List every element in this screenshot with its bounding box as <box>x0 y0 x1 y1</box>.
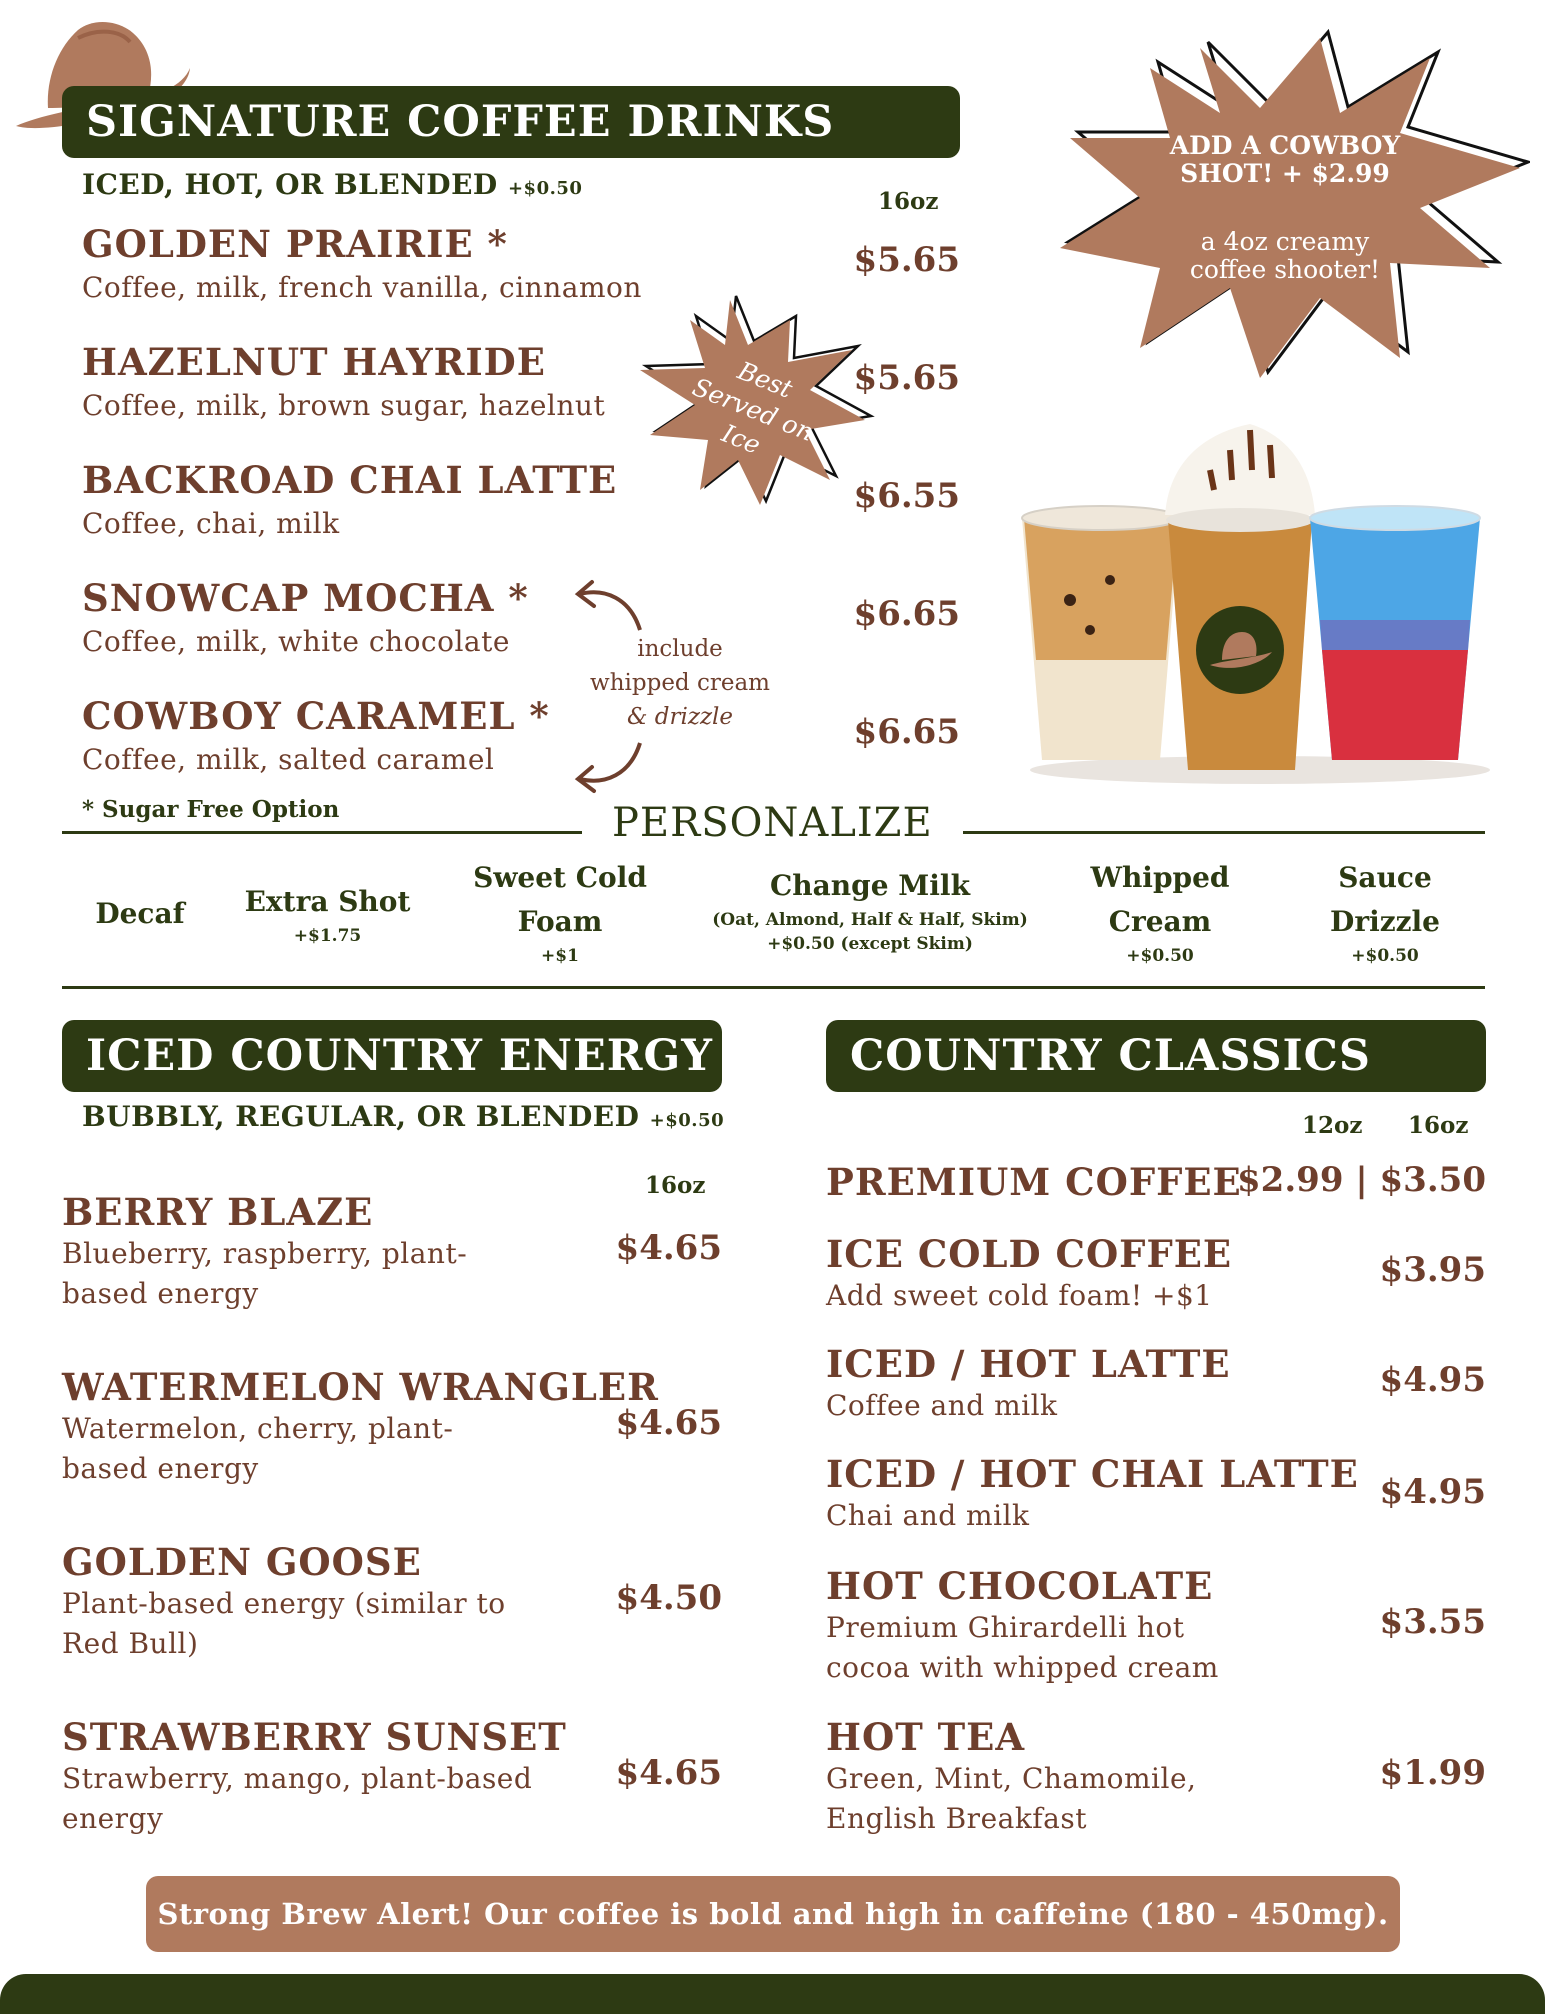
signature-subtitle: ICED, HOT, OR BLENDED <box>82 168 498 201</box>
energy-item-desc: Plant-based energy (similar to Red Bull) <box>62 1587 506 1660</box>
classics-item-name: ICE COLD COFFEE <box>826 1232 1233 1276</box>
personalize-option-price: +$0.50 (except Skim) <box>767 934 973 954</box>
classics-item-name: ICED / HOT CHAI LATTE <box>826 1452 1359 1496</box>
signature-subtitle-row <box>82 168 582 201</box>
signature-item-name: GOLDEN PRAIRIE * <box>82 222 508 266</box>
personalize-rule-right <box>963 831 1485 834</box>
energy-item-desc: Strawberry, mango, plant-based energy <box>62 1762 533 1835</box>
signature-title: SIGNATURE COFFEE DRINKS <box>86 97 835 147</box>
personalize-title: PERSONALIZE <box>612 800 933 846</box>
classics-item-price: $3.95 <box>1379 1250 1486 1290</box>
sugar-free-note: * Sugar Free Option <box>82 796 340 823</box>
classics-item-name: PREMIUM COFFEE <box>826 1160 1242 1204</box>
signature-subtitle-extra: +$0.50 <box>507 178 583 199</box>
personalize-option-label: Sweet Cold Foam <box>473 861 647 938</box>
classics-item-price: $2.99 | $3.50 <box>1237 1160 1486 1200</box>
classics-item-price: $3.55 <box>1379 1602 1486 1642</box>
signature-item-desc: Coffee, chai, milk <box>82 507 340 540</box>
signature-item-desc: Coffee, milk, white chocolate <box>82 625 510 658</box>
energy-subtitle-row <box>82 1100 724 1133</box>
energy-item-name: STRAWBERRY SUNSET <box>62 1715 567 1759</box>
personalize-rule-left <box>62 831 582 834</box>
energy-subtitle: BUBBLY, REGULAR, OR BLENDED <box>82 1100 640 1133</box>
personalize-option-price: +$0.50 <box>1126 946 1194 966</box>
classics-item-price: $1.99 <box>1379 1753 1486 1793</box>
personalize-option-price: +$1 <box>541 946 579 966</box>
classics-item-name: HOT TEA <box>826 1715 1026 1759</box>
include-note-line: whipped cream <box>590 670 770 696</box>
bottom-band <box>0 1974 1545 2014</box>
energy-item-name: BERRY BLAZE <box>62 1190 374 1234</box>
classics-item-desc: Green, Mint, Chamomile, English Breakfast <box>826 1762 1197 1835</box>
personalize-option <box>465 856 655 968</box>
energy-item-price: $4.50 <box>615 1578 722 1618</box>
classics-item-desc: Chai and milk <box>826 1499 1030 1532</box>
include-note <box>580 632 780 734</box>
signature-item-price: $6.65 <box>853 594 960 634</box>
personalize-option <box>70 892 210 936</box>
signature-item-desc: Coffee, milk, salted caramel <box>82 743 495 776</box>
classics-item-desc: Premium Ghirardelli hot cocoa with whipped cream <box>826 1611 1219 1684</box>
personalize-option <box>230 880 425 948</box>
classics-item-desc: Coffee and milk <box>826 1389 1058 1422</box>
signature-item-name: HAZELNUT HAYRIDE <box>82 340 546 384</box>
energy-banner <box>62 1020 722 1092</box>
signature-item-name: BACKROAD CHAI LATTE <box>82 458 618 502</box>
energy-size: 16oz <box>645 1172 706 1199</box>
energy-item-price: $4.65 <box>615 1403 722 1443</box>
personalize-option-label: Change Milk <box>770 869 970 902</box>
personalize-option <box>1085 856 1235 968</box>
classics-banner <box>826 1020 1486 1092</box>
signature-item-price: $6.65 <box>853 712 960 752</box>
energy-item-name: GOLDEN GOOSE <box>62 1540 422 1584</box>
classics-item-price: $4.95 <box>1379 1472 1486 1512</box>
signature-item-price: $5.65 <box>853 358 960 398</box>
arrow-down-icon <box>570 735 650 795</box>
best-served-label: Best Served on Ice <box>688 355 818 460</box>
personalize-option-label: Extra Shot <box>244 885 411 918</box>
energy-item-desc: Watermelon, cherry, plant-based energy <box>62 1412 454 1485</box>
energy-item-price: $4.65 <box>615 1228 722 1268</box>
signature-item-name: SNOWCAP MOCHA * <box>82 576 529 620</box>
personalize-option-label: Decaf <box>95 897 185 930</box>
energy-subtitle-extra: +$0.50 <box>649 1110 725 1131</box>
energy-title: ICED COUNTRY ENERGY <box>86 1031 713 1081</box>
signature-size: 16oz <box>878 188 939 215</box>
signature-item-name: COWBOY CARAMEL * <box>82 694 550 738</box>
signature-item-desc: Coffee, milk, brown sugar, hazelnut <box>82 389 606 422</box>
include-note-line: include <box>637 636 723 662</box>
cowboy-shot-title: ADD A COWBOY SHOT! + $2.99 <box>1169 131 1401 188</box>
energy-item-desc: Blueberry, raspberry, plant-based energy <box>62 1237 468 1310</box>
strong-brew-alert <box>146 1876 1400 1952</box>
energy-item-name: WATERMELON WRANGLER <box>62 1365 659 1409</box>
personalize-option-price: +$1.75 <box>293 926 362 946</box>
starburst-cowboy-shot <box>1050 28 1530 388</box>
classics-item-name: ICED / HOT LATTE <box>826 1342 1231 1386</box>
personalize-rule-bottom <box>62 986 1485 989</box>
signature-item-price: $6.55 <box>853 476 960 516</box>
cowboy-shot-desc: a 4oz creamy coffee shooter! <box>1189 227 1381 284</box>
personalize-option <box>1310 856 1460 968</box>
signature-item-desc: Coffee, milk, french vanilla, cinnamon <box>82 271 642 304</box>
strong-brew-alert-text: Strong Brew Alert! Our coffee is bold and high in caffeine (180 - 450mg). <box>157 1897 1389 1931</box>
classics-item-name: HOT CHOCOLATE <box>826 1564 1214 1608</box>
classics-title: COUNTRY CLASSICS <box>850 1031 1371 1081</box>
personalize-option-price: +$0.50 <box>1351 946 1419 966</box>
classics-item-desc: Add sweet cold foam! +$1 <box>826 1279 1213 1312</box>
personalize-option-detail: (Oat, Almond, Half & Half, Skim) <box>712 910 1028 930</box>
personalize-option <box>690 864 1050 956</box>
include-note-line: & drizzle <box>626 704 734 730</box>
personalize-option-label: Sauce Drizzle <box>1330 861 1440 938</box>
classics-size-large: 16oz <box>1408 1112 1469 1139</box>
personalize-option-label: Whipped Cream <box>1090 861 1230 938</box>
arrow-up-icon <box>570 578 650 638</box>
signature-banner <box>62 86 960 158</box>
energy-item-price: $4.65 <box>615 1753 722 1793</box>
classics-size-small: 12oz <box>1302 1112 1363 1139</box>
classics-item-price: $4.95 <box>1379 1360 1486 1400</box>
signature-item-price: $5.65 <box>853 240 960 280</box>
drinks-illustration <box>1010 410 1510 790</box>
